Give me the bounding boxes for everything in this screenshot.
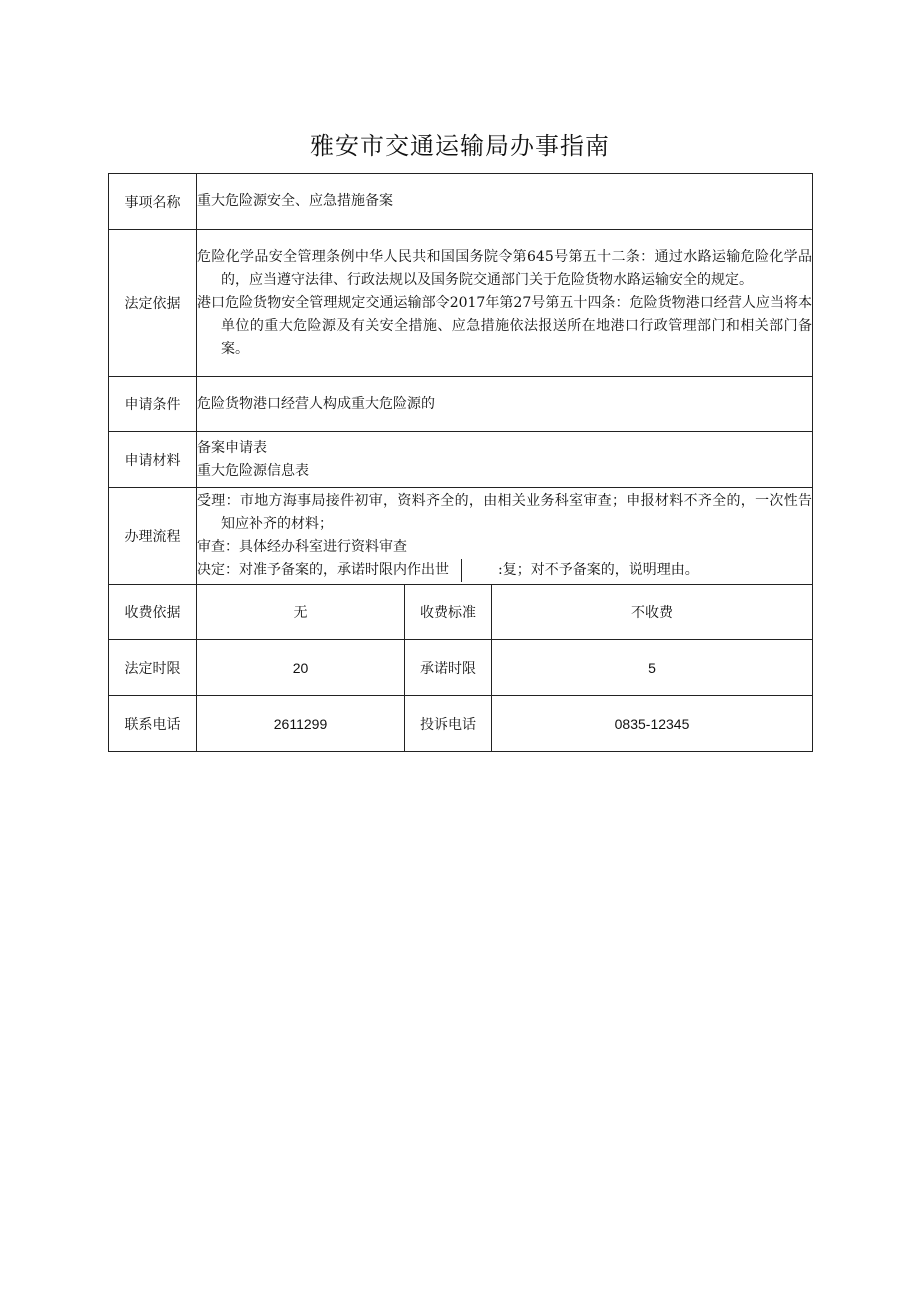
row-contacts xyxy=(109,696,813,752)
material-item: 备案申请表 xyxy=(197,439,267,456)
promise-time-value: 5 xyxy=(492,640,813,696)
fee-basis-label: 收费依据 xyxy=(109,585,197,640)
process-decision-part2: :复；对不予备案的，说明理由。 xyxy=(498,562,699,578)
legal-basis-content xyxy=(197,230,813,377)
process-review: 审查：具体经办科室进行资料审查 xyxy=(197,539,407,555)
process-decision xyxy=(197,559,812,582)
legal-basis-paragraph: 港口危险货物安全管理规定交通运输部令2017年第27号第五十四条：危险货物港口经营人应当将本单位的重大危险源及有关安全措施、应急措施依法报送所在地港口行政管理部门和相关部门备案。 xyxy=(197,294,813,357)
fee-standard-label: 收费标准 xyxy=(405,585,492,640)
row-process xyxy=(109,488,813,585)
complaint-phone-value: 0835-12345 xyxy=(492,696,813,752)
row-fees xyxy=(109,585,813,640)
legal-time-value: 20 xyxy=(197,640,405,696)
process-accept: 受理：市地方海事局接件初审，资料齐全的，由相关业务科室审查；申报材料不齐全的，一次性告知应补齐的材料； xyxy=(197,493,813,532)
page-title: 雅安市交通运输局办事指南 xyxy=(310,132,610,160)
promise-time-label: 承诺时限 xyxy=(405,640,492,696)
row-legal-basis xyxy=(109,230,813,377)
row-materials xyxy=(109,432,813,488)
materials-content xyxy=(197,432,813,488)
process-decision-part1: 决定：对准予备案的，承诺时限内作出世 xyxy=(197,562,449,578)
item-name-label: 事项名称 xyxy=(109,174,197,230)
decision-divider xyxy=(461,559,498,582)
phone-value: 2611299 xyxy=(197,696,405,752)
row-conditions xyxy=(109,377,813,432)
process-label: 办理流程 xyxy=(109,488,197,585)
complaint-phone-label: 投诉电话 xyxy=(405,696,492,752)
material-item: 重大危险源信息表 xyxy=(197,462,309,479)
process-content xyxy=(197,488,813,585)
legal-time-label: 法定时限 xyxy=(109,640,197,696)
guide-table xyxy=(108,173,813,752)
legal-basis-paragraph: 危险化学品安全管理条例中华人民共和国国务院令第645号第五十二条：通过水路运输危险化学品的，应当遵守法律、行政法规以及国务院交通部门关于危险货物水路运输安全的规定。 xyxy=(197,248,813,288)
fee-basis-value: 无 xyxy=(197,585,405,640)
materials-label: 申请材料 xyxy=(109,432,197,488)
phone-label: 联系电话 xyxy=(109,696,197,752)
item-name-value: 重大危险源安全、应急措施备案 xyxy=(197,174,813,230)
fee-standard-value: 不收费 xyxy=(492,585,813,640)
legal-basis-label: 法定依据 xyxy=(109,230,197,377)
conditions-label: 申请条件 xyxy=(109,377,197,432)
row-time-limits xyxy=(109,640,813,696)
row-item-name xyxy=(109,174,813,230)
conditions-value: 危险货物港口经营人构成重大危险源的 xyxy=(197,377,813,432)
